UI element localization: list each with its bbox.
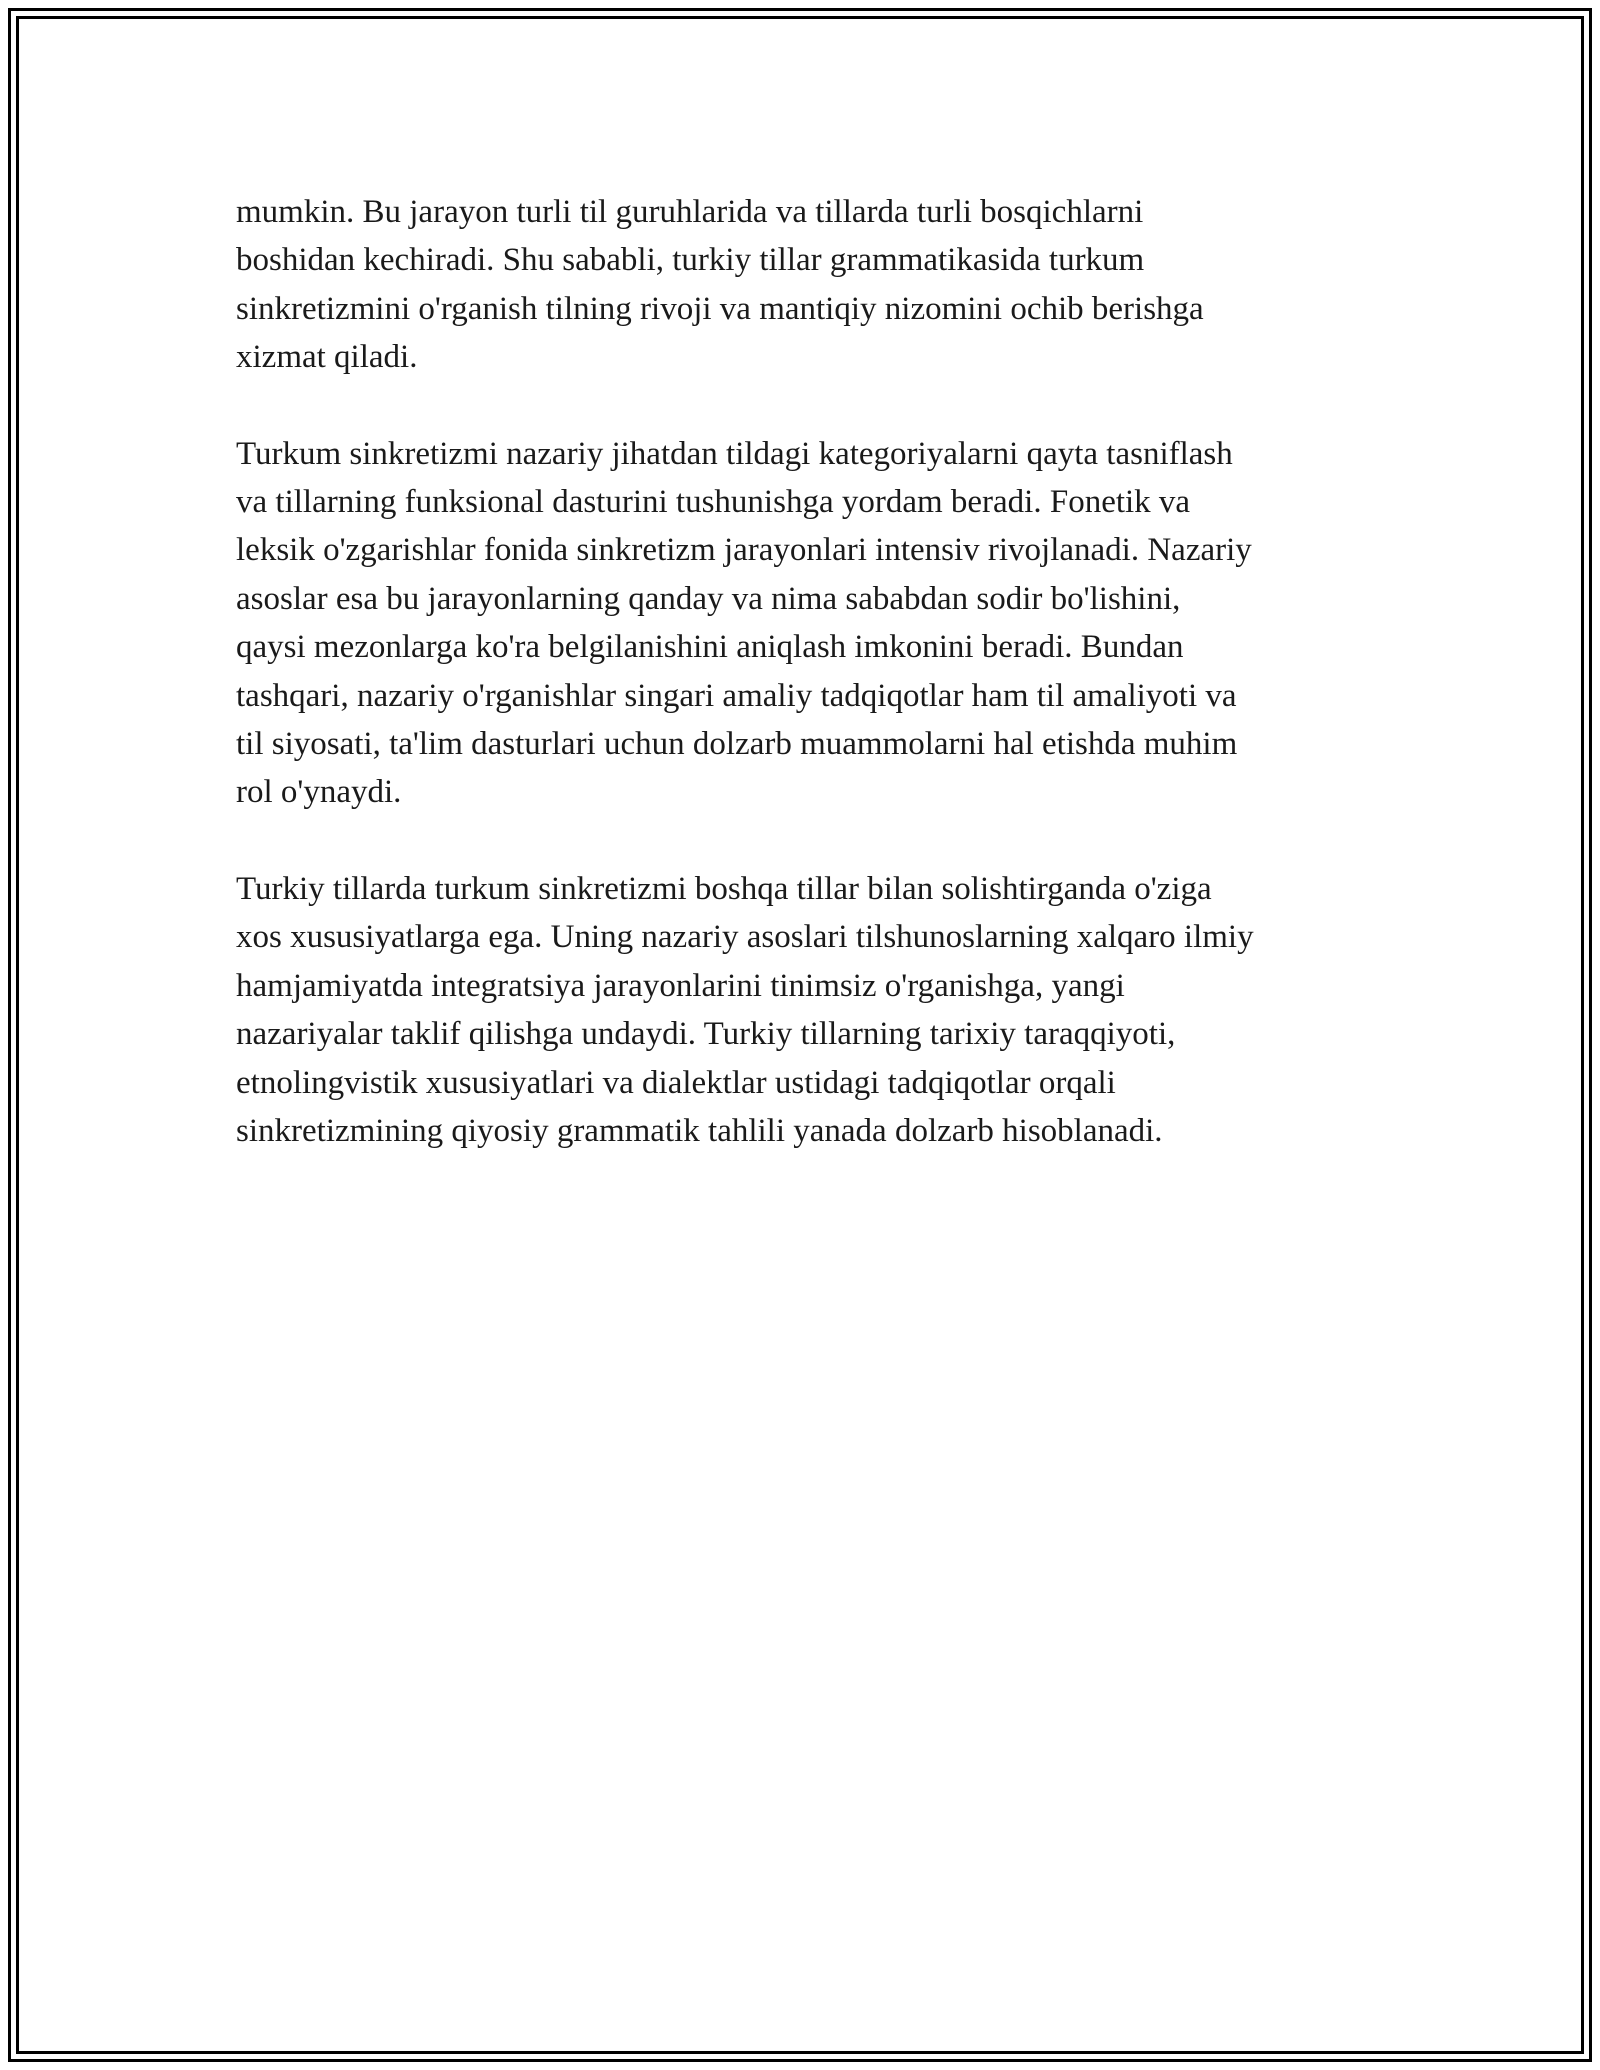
paragraph: Turkiy tillarda turkum sinkretizmi boshqa tillar bilan solishtirganda o'ziga xos xususiyatlarga ega. Uning nazariy asoslari tilshunoslarning xalqaro ilmiy hamjamiyatda integratsiya jarayonlarini tinimsiz o'rganishga, yangi nazariyalar taklif qilishga undaydi. Turkiy tillarning tarixiy taraqqiyoti, etnolingvistik xususiyatlari va dialektlar ustidagi tadqiqotlar orqali sinkretizmining qiyosiy grammatik tahlili yanada dolzarb hisoblanadi. [236,870,1254,1149]
document-body [236,188,1371,1203]
paragraph: mumkin. Bu jarayon turli til guruhlarida va tillarda turli bosqichlarni boshidan kechiradi. Shu sababli, turkiy tillar grammatikasida turkum sinkretizmini o'rganish tilning rivoji va mantiqiy nizomini ochib berishga xizmat qiladi. [236,194,1204,376]
paragraph: Turkum sinkretizmi nazariy jihatdan tildagi kategoriyalarni qayta tasniflash va tillarning funksional dasturini tushunishga yordam beradi. Fonetik va leksik o'zgarishlar fonida sinkretizm jarayonlari intensiv rivojlanadi. Nazariy asoslar esa bu jarayonlarning qanday va nima sababdan sodir bo'lishini, qaysi mezonlarga ko'ra belgilanishini aniqlash imkonini beradi. Bundan tashqari, nazariy o'rganishlar singari amaliy tadqiqotlar ham til amaliyoti va til siyosati, ta'lim dasturlari uchun dolzarb muammolarni hal etishda muhim rol o'ynaydi. [236,435,1252,811]
